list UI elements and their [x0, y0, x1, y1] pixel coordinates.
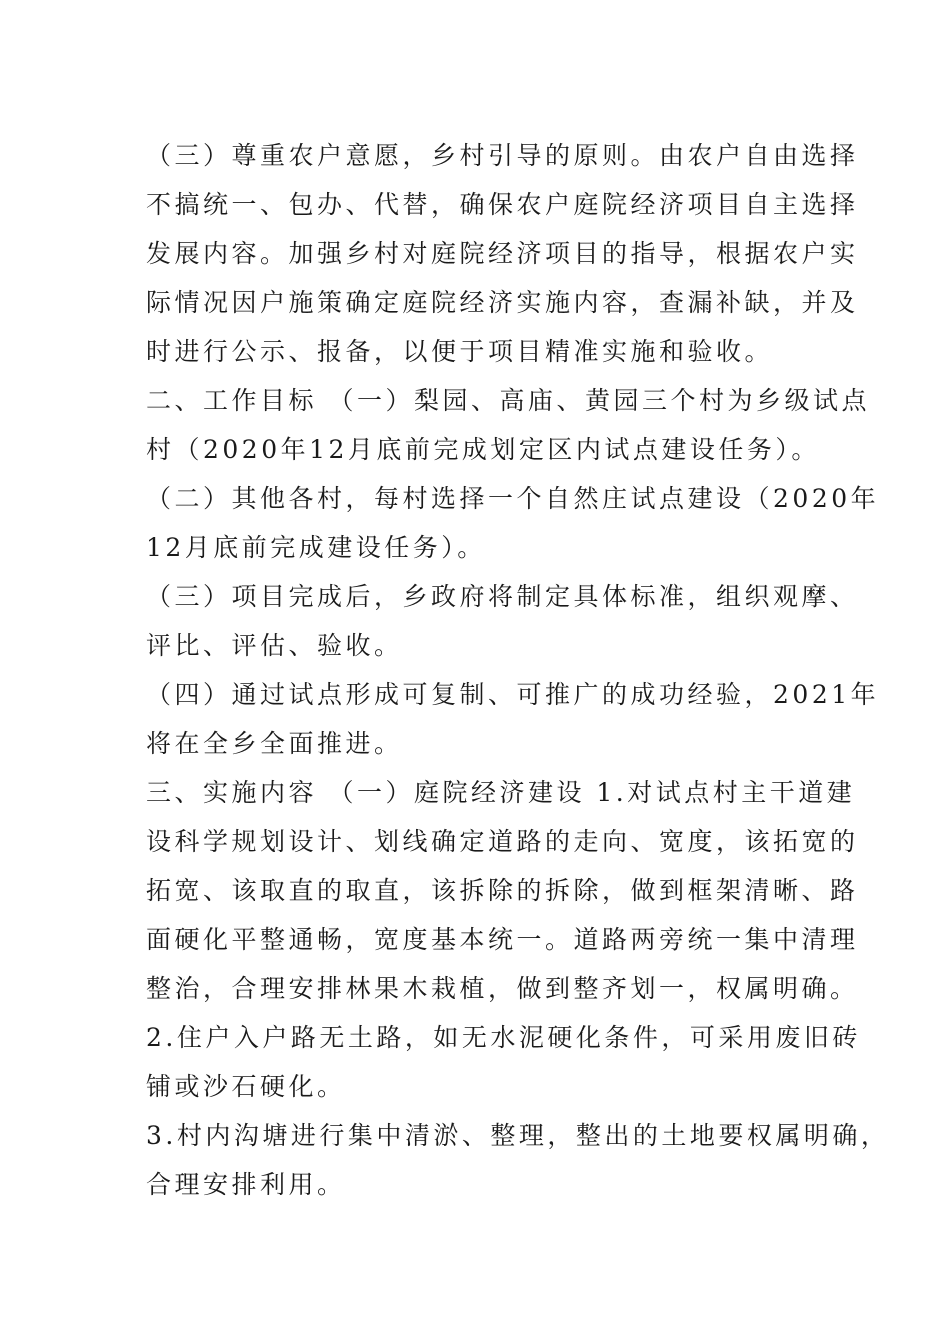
text-line: 设科学规划设计、划线确定道路的走向、宽度，该拓宽的 [146, 827, 859, 856]
text-line: 2.住户入户路无土路，如无水泥硬化条件，可采用废旧砖 [146, 1023, 861, 1052]
text-line: 铺或沙石硬化。 [146, 1072, 346, 1101]
text-line: 整治，合理安排林果木栽植，做到整齐划一，权属明确。 [146, 974, 859, 1003]
document-body [146, 131, 890, 1209]
text-line: 拓宽、该取直的取直，该拆除的拆除，做到框架清晰、路 [146, 876, 859, 905]
text-line: 不搞统一、包办、代替，确保农户庭院经济项目自主选择 [146, 190, 859, 219]
text-line: 将在全乡全面推进。 [146, 729, 403, 758]
section-heading-line: 三、实施内容 （一）庭院经济建设 1.对试点村主干道建 [146, 778, 856, 807]
section-heading-line: 二、工作目标 （一）梨园、高庙、黄园三个村为乡级试点 [146, 386, 870, 415]
text-line: 12月底前完成建设任务）。 [146, 533, 486, 562]
text-line: （三）尊重农户意愿，乡村引导的原则。由农户自由选择 [146, 141, 859, 170]
text-line: 评比、评估、验收。 [146, 631, 403, 660]
text-line: 时进行公示、报备，以便于项目精准实施和验收。 [146, 337, 774, 366]
text-line: 际情况因户施策确定庭院经济实施内容，查漏补缺，并及 [146, 288, 859, 317]
text-line: 合理安排利用。 [146, 1170, 346, 1199]
text-line: （三）项目完成后，乡政府将制定具体标准，组织观摩、 [146, 582, 859, 611]
text-line: （二）其他各村，每村选择一个自然庄试点建设（2020年 [146, 484, 880, 513]
text-line: 发展内容。加强乡村对庭院经济项目的指导，根据农户实 [146, 239, 859, 268]
text-line: 村（2020年12月底前完成划定区内试点建设任务）。 [146, 435, 820, 464]
text-line: （四）通过试点形成可复制、可推广的成功经验，2021年 [146, 680, 880, 709]
text-line: 3.村内沟塘进行集中清淤、整理，整出的土地要权属明确， [146, 1121, 890, 1150]
text-line: 面硬化平整通畅，宽度基本统一。道路两旁统一集中清理 [146, 925, 859, 954]
